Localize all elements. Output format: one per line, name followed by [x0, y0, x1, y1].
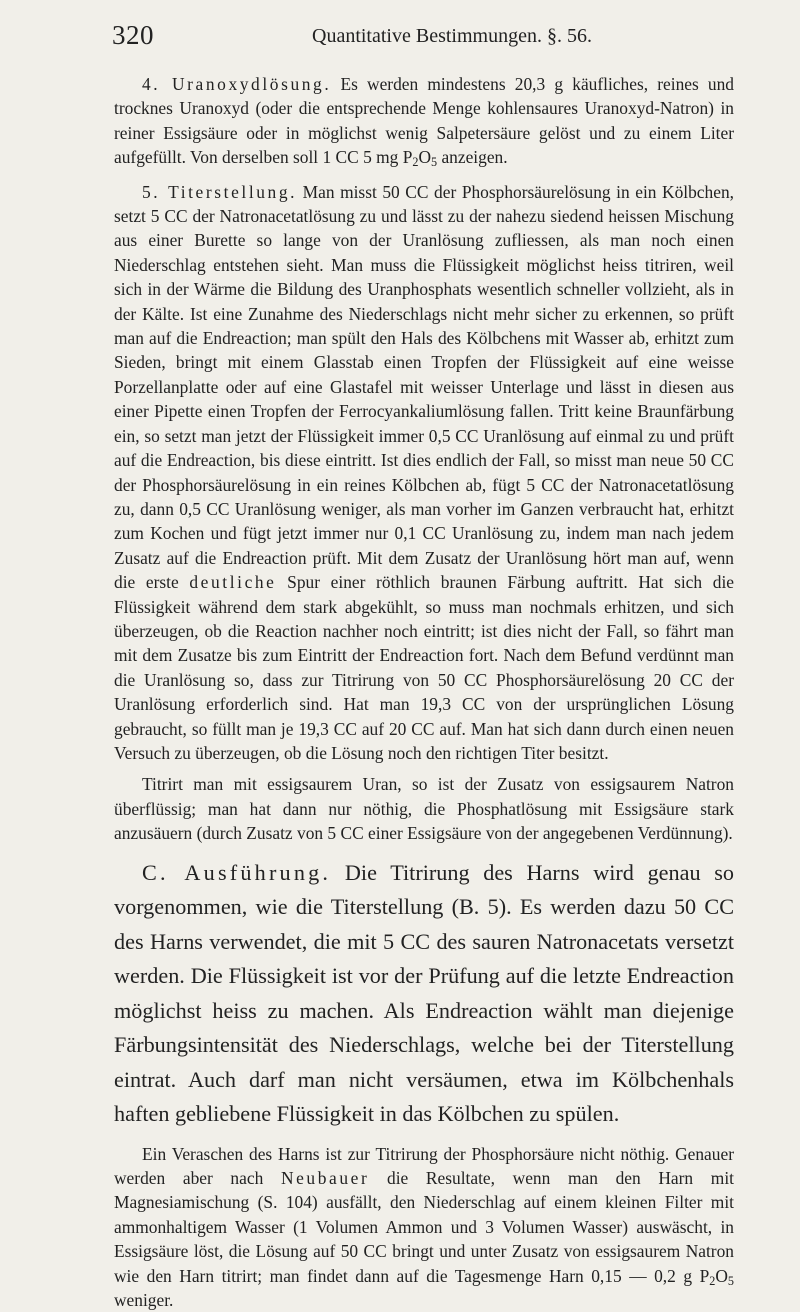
paragraph-text: weniger. — [114, 1290, 174, 1311]
subscript: 2 — [709, 1273, 716, 1288]
page-number: 320 — [112, 20, 154, 50]
section-label-ausfuehrung: C. Ausführung. — [142, 859, 332, 885]
paragraph-text: Man misst 50 CC der Phosphorsäurelösung in ein Kölbchen, setzt 5 CC der Natronacetatlösung zu und lässt zu der nahezu siedend heissen Mischung aus einer Burette so lange von der Uranlösung zufliessen, als man noch einen Niederschlag entstehen sieht. Man muss die Flüssigkeit möglichst heiss titriren, weil sich in der Wärme die Bildung des Uranphosphats wesentlich schneller vollzieht, als in der Kälte. Ist eine Zunahme des Niederschlags nicht mehr sicher zu erkennen, so prüft man auf die Endreaction; man spült den Hals des Kölbchens mit Wasser ab, erhitzt zum Sieden, bringt mit einem Glasstab einen Tropfen der Flüssigkeit auf eine weisse Porzellanplatte oder auf eine Glastafel mit weisser Unterlage und lässt in diesen aus einer Pipette einen Tropfen der Ferrocyankaliumlösung fallen. Tritt keine Braunfärbung ein, so setzt man jetzt der Flüssigkeit immer 0,5 CC Uranlösung auf einmal zu und prüft auf die Endreaction, bis diese eintritt. Ist dies endlich der Fall, so misst man neue 50 CC der Phosphorsäurelösung in ein reines Kölbchen ab, fügt 5 CC der Natronacetatlösung zu, dann 0,5 CC Uranlösung weniger, als man vorher im Ganzen verbraucht hat, erhitzt zum Kochen und fügt jetzt immer nur 0,1 CC Uranlösung zu, indem man nach jedem Zusatz auf die Endreaction prüft. Mit dem Zusatz der Uranlösung hört man auf, wenn die erste — [114, 181, 734, 593]
paragraph-text: Ein Veraschen des Harns ist zur Titrirung der Phosphorsäure nicht nöthig. Genauer werden aber nach — [114, 1143, 734, 1188]
page-header — [112, 18, 732, 58]
formula-letter: O — [418, 147, 432, 168]
emphasis-deutliche: deutliche — [189, 572, 277, 593]
paragraph-text: anzeigen. — [437, 147, 508, 168]
paragraph-text: Die Titrirung des Harns wird genau so vorgenommen, wie die Titerstellung (B. 5). Es werden dazu 50 CC des Harns verwendet, die mit 5 CC des sauren Natronacetats versetzt werden. Die Flüssigkeit ist vor der Prüfung auf die letzte Endreaction möglichst heiss zu machen. Als Endreaction wählt man diejenige Färbungsintensität des Niederschlags, welche bei der Titerstellung eintrat. Auch darf man nicht versäumen, etwa im Kölbchenhals haften gebliebene Flüssigkeit in das Kölbchen zu spülen. — [114, 859, 734, 1127]
paragraph-essigsaures-uran — [114, 772, 734, 845]
paragraph-text: Spur einer röthlich braunen Färbung auftritt. Hat sich die Flüssigkeit während dem stark abgekühlt, so muss man nochmals erhitzen, und sich überzeugen, ob die Reaction nachher noch eintritt; ist dies nicht der Fall, so fährt man mit dem Zusatze bis zum Eintritt der Endreaction fort. Nach dem Befund verdünnt man die Uranlösung so, dass zur Titrirung von 50 CC Phosphorsäurelösung 20 CC der Uranlösung erforderlich sind. Hat man 19,3 CC von der ursprünglichen Lösung gebraucht, so füllt man je 19,3 CC auf 20 CC auf. Man hat sich dann durch einen neuen Versuch zu überzeugen, ob die Lösung noch den richtigen Titer besitzt. — [114, 572, 734, 763]
subscript: 5 — [431, 155, 438, 170]
paragraph-ausfuehrung — [114, 856, 734, 1132]
paragraph-text: die Resultate, wenn man den Harn mit Magnesiamischung (S. 104) ausfällt, den Niederschlag auf einem kleinen Filter mit ammonhaltigem Wasser (1 Volumen Ammon und 3 Volumen Wasser) auswäscht, in Essigsäure löst, die Lösung auf 50 CC bringt und unter Zusatz von essigsaurem Natron wie den Harn titrirt; man findet dann auf die Tagesmenge Harn 0,15 — 0,2 g P — [114, 1168, 734, 1286]
paragraph-veraschen — [114, 1142, 734, 1312]
running-title: Quantitative Bestimmungen. §. 56. — [312, 25, 592, 47]
body-text — [114, 72, 734, 1312]
paragraph-uranoxydloesung — [114, 72, 734, 170]
subscript: 5 — [727, 1273, 734, 1288]
paragraph-text: Es werden mindestens 20,3 g käufliches, reines und trocknes Uranoxyd (oder die entsprechende Menge kohlensaures Uranoxyd-Natron) in reiner Essigsäure oder in möglichst wenig Salpetersäure gelöst und zu einem Liter aufgefüllt. Von derselben soll 1 CC 5 mg P — [114, 74, 735, 168]
section-label-uranoxydloesung: 4. Uranoxydlösung. — [142, 74, 332, 94]
subscript: 2 — [412, 155, 419, 170]
paragraph-text: Titrirt man mit essigsaurem Uran, so ist der Zusatz von essigsaurem Natron überflüssig; man hat dann nur nöthig, die Phosphatlösung mit Essigsäure stark anzusäuern (durch Zusatz von 5 CC einer Essigsäure von der angegebenen Verdünnung). — [114, 774, 734, 844]
paragraph-titerstellung — [114, 180, 734, 766]
formula-letter: O — [715, 1265, 728, 1286]
section-label-titerstellung: 5. Titerstellung. — [142, 181, 298, 202]
author-neubauer: Neubauer — [280, 1168, 370, 1188]
